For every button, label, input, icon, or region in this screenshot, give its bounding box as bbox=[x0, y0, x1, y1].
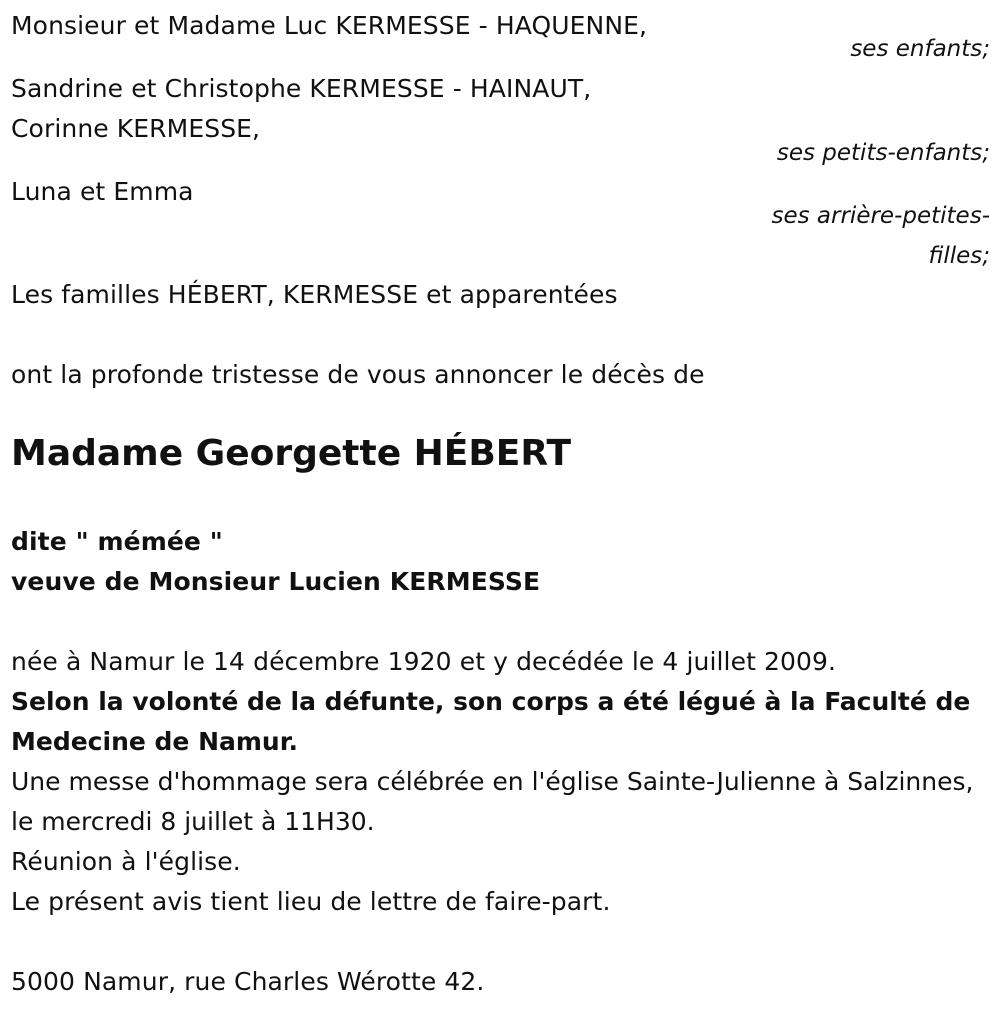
role-great-grandchildren-2: filles; bbox=[928, 243, 990, 269]
family-line-children: Monsieur et Madame Luc KERMESSE - HAQUENNE, bbox=[11, 11, 648, 40]
deceased-nickname: dite " mémée " bbox=[11, 527, 223, 556]
address-text: 5000 Namur, rue Charles Wérotte 42. bbox=[11, 967, 485, 996]
body-donation-text: Selon la volonté de la défunte, son corps a été légué à la Faculté de Medecine de Namur. bbox=[11, 687, 971, 756]
deceased-name: Madame Georgette HÉBERT bbox=[11, 433, 572, 474]
birth-death-line: née à Namur le 14 décembre 1920 et y decédée le 4 juillet 2009. bbox=[11, 647, 837, 676]
role-great-grandchildren-1: ses arrière-petites- bbox=[771, 203, 990, 229]
announcement-text: ont la profonde tristesse de vous annoncer le décès de bbox=[11, 360, 705, 389]
mass-text: Une messe d'hommage sera célébrée en l'église Sainte-Julienne à Salzinnes, le mercredi 8 juillet à 11H30. bbox=[11, 767, 974, 836]
family-line-grandchildren-2: Corinne KERMESSE, bbox=[11, 114, 261, 143]
family-line-grandchildren-1: Sandrine et Christophe KERMESSE - HAINAUT, bbox=[11, 74, 592, 103]
meeting-text: Réunion à l'église. bbox=[11, 847, 241, 876]
role-grandchildren: ses petits-enfants; bbox=[776, 140, 990, 166]
deceased-widow-of: veuve de Monsieur Lucien KERMESSE bbox=[11, 567, 541, 596]
role-children: ses enfants; bbox=[850, 36, 990, 62]
family-line-great-grandchildren: Luna et Emma bbox=[11, 177, 194, 206]
notice-text: Le présent avis tient lieu de lettre de faire-part. bbox=[11, 887, 611, 916]
family-line-relatives: Les familles HÉBERT, KERMESSE et apparentées bbox=[11, 280, 618, 309]
